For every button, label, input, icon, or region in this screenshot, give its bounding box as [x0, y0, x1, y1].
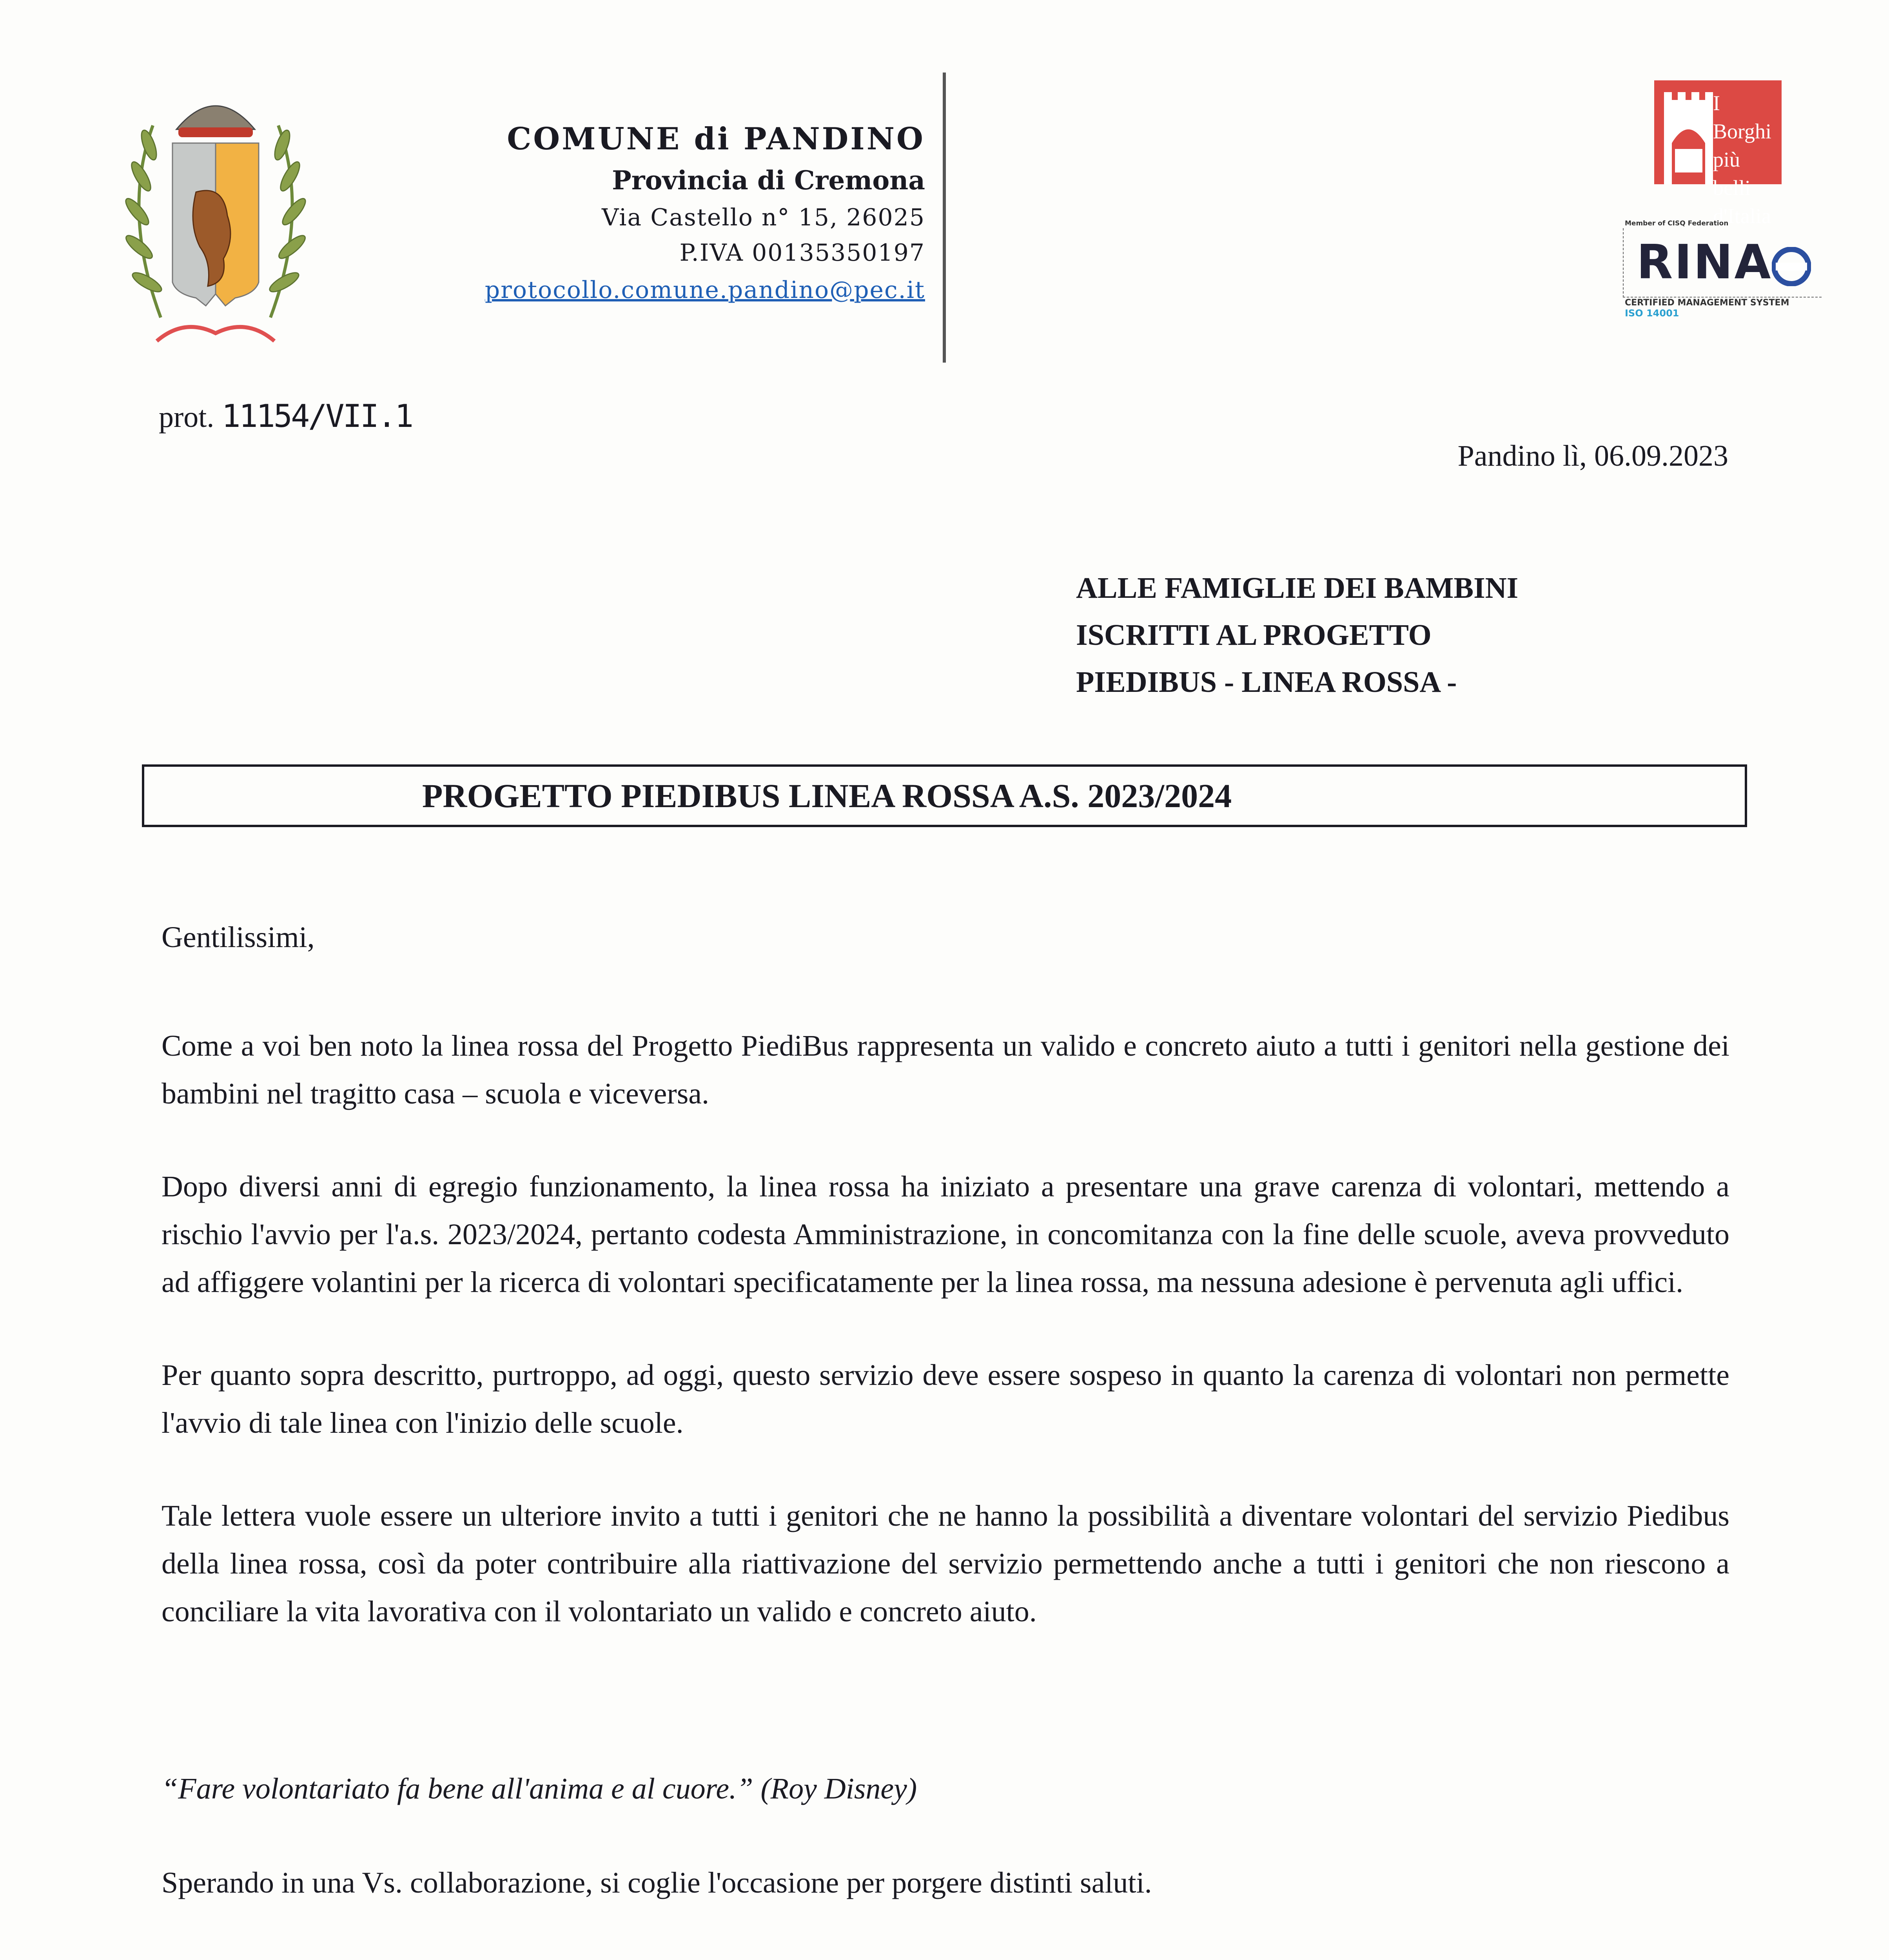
greeting: Gentilissimi,: [161, 921, 315, 954]
subject-title-box: [142, 764, 1747, 827]
body-paragraph: Tale lettera vuole essere un ulteriore invito a tutti i genitori che ne hanno la possibilità a diventare volontari del servizio Piedibus della linea rossa, così da poter contribuire alla riattivazione del servizio permettendo anche a tutti i genitori che non riescono a conciliare la vita lavorativa con il volontariato un valido e concreto aiuto.: [161, 1499, 1729, 1628]
recipient-line: PIEDIBUS - LINEA ROSSA -: [1076, 666, 1457, 699]
letter-body: [161, 913, 1729, 1681]
protocol-handwritten: 11154/VII.1: [221, 398, 412, 434]
rina-iso-text: ISO 14001: [1625, 308, 1679, 319]
municipality-header: [353, 118, 925, 310]
closing-line: Sperando in una Vs. collaborazione, si coglie l'occasione per porgere distinti saluti.: [161, 1866, 1152, 1899]
recipient-line: ALLE FAMIGLIE DEI BAMBINI: [1076, 572, 1519, 604]
letter-date: Pandino lì, 06.09.2023: [1457, 439, 1728, 472]
iqnet-icon: [1772, 247, 1811, 286]
rina-cert-text: CERTIFIED MANAGEMENT SYSTEM: [1625, 298, 1789, 308]
borghi-line-1: I Borghi: [1713, 91, 1772, 143]
address: Via Castello n° 15, 26025: [601, 204, 925, 231]
province: Provincia di Cremona: [612, 165, 925, 196]
laurel-left-icon: [122, 125, 164, 318]
header-divider: [943, 73, 946, 363]
borghi-line-3: d'Italia: [1713, 204, 1771, 228]
subject-title: PROGETTO PIEDIBUS LINEA ROSSA A.S. 2023/2024: [422, 777, 1232, 815]
shield-icon: [172, 143, 259, 306]
body-paragraph: Per quanto sopra descritto, purtroppo, ad oggi, questo servizio deve essere sospeso in quanto la carenza di volontari non permette l'avvio di tale linea con l'inizio delle scuole.: [161, 1359, 1729, 1439]
laurel-right-icon: [267, 125, 309, 318]
crown-icon: [176, 106, 255, 137]
vat-number: P.IVA 00135350197: [679, 239, 925, 267]
municipality-name: COMUNE di PANDINO: [507, 121, 925, 157]
pec-email-link[interactable]: protocollo.comune.pandino@pec.it: [484, 276, 925, 304]
recipient-line: ISCRITTI AL PROGETTO: [1076, 619, 1432, 652]
body-paragraph: Dopo diversi anni di egregio funzionamento, la linea rossa ha iniziato a presentare una grave carenza di volontari, mettendo a rischio l'avvio per l'a.s. 2023/2024, pertanto codesta Amministrazione, in concomitanza con la fine delle scuole, aveva provveduto ad affiggere volantini per la ricerca di volontari specificatamente per la linea rossa, ma nessuna adesione è pervenuta agli uffici.: [161, 1170, 1729, 1299]
rina-certification-badge: [1623, 157, 1846, 319]
protocol-number: [159, 398, 412, 434]
rina-logo: RINA: [1637, 235, 1773, 290]
body-paragraph: Come a voi ben noto la linea rossa del Progetto PiediBus rappresenta un valido e concreto aiuto a tutti i genitori nella gestione dei bambini nel tragitto casa – scuola e viceversa.: [161, 1029, 1729, 1110]
rina-member-text: Member of CISQ Federation: [1625, 220, 1729, 227]
ribbon-icon: [157, 327, 274, 341]
coat-of-arms-crest: [106, 74, 325, 357]
borghi-line-2: più belli: [1713, 148, 1751, 200]
protocol-label: prot.: [159, 401, 214, 434]
recipients-block: [1076, 564, 1518, 706]
quote: “Fare volontariato fa bene all'anima e al cuore.” (Roy Disney): [161, 1772, 917, 1805]
